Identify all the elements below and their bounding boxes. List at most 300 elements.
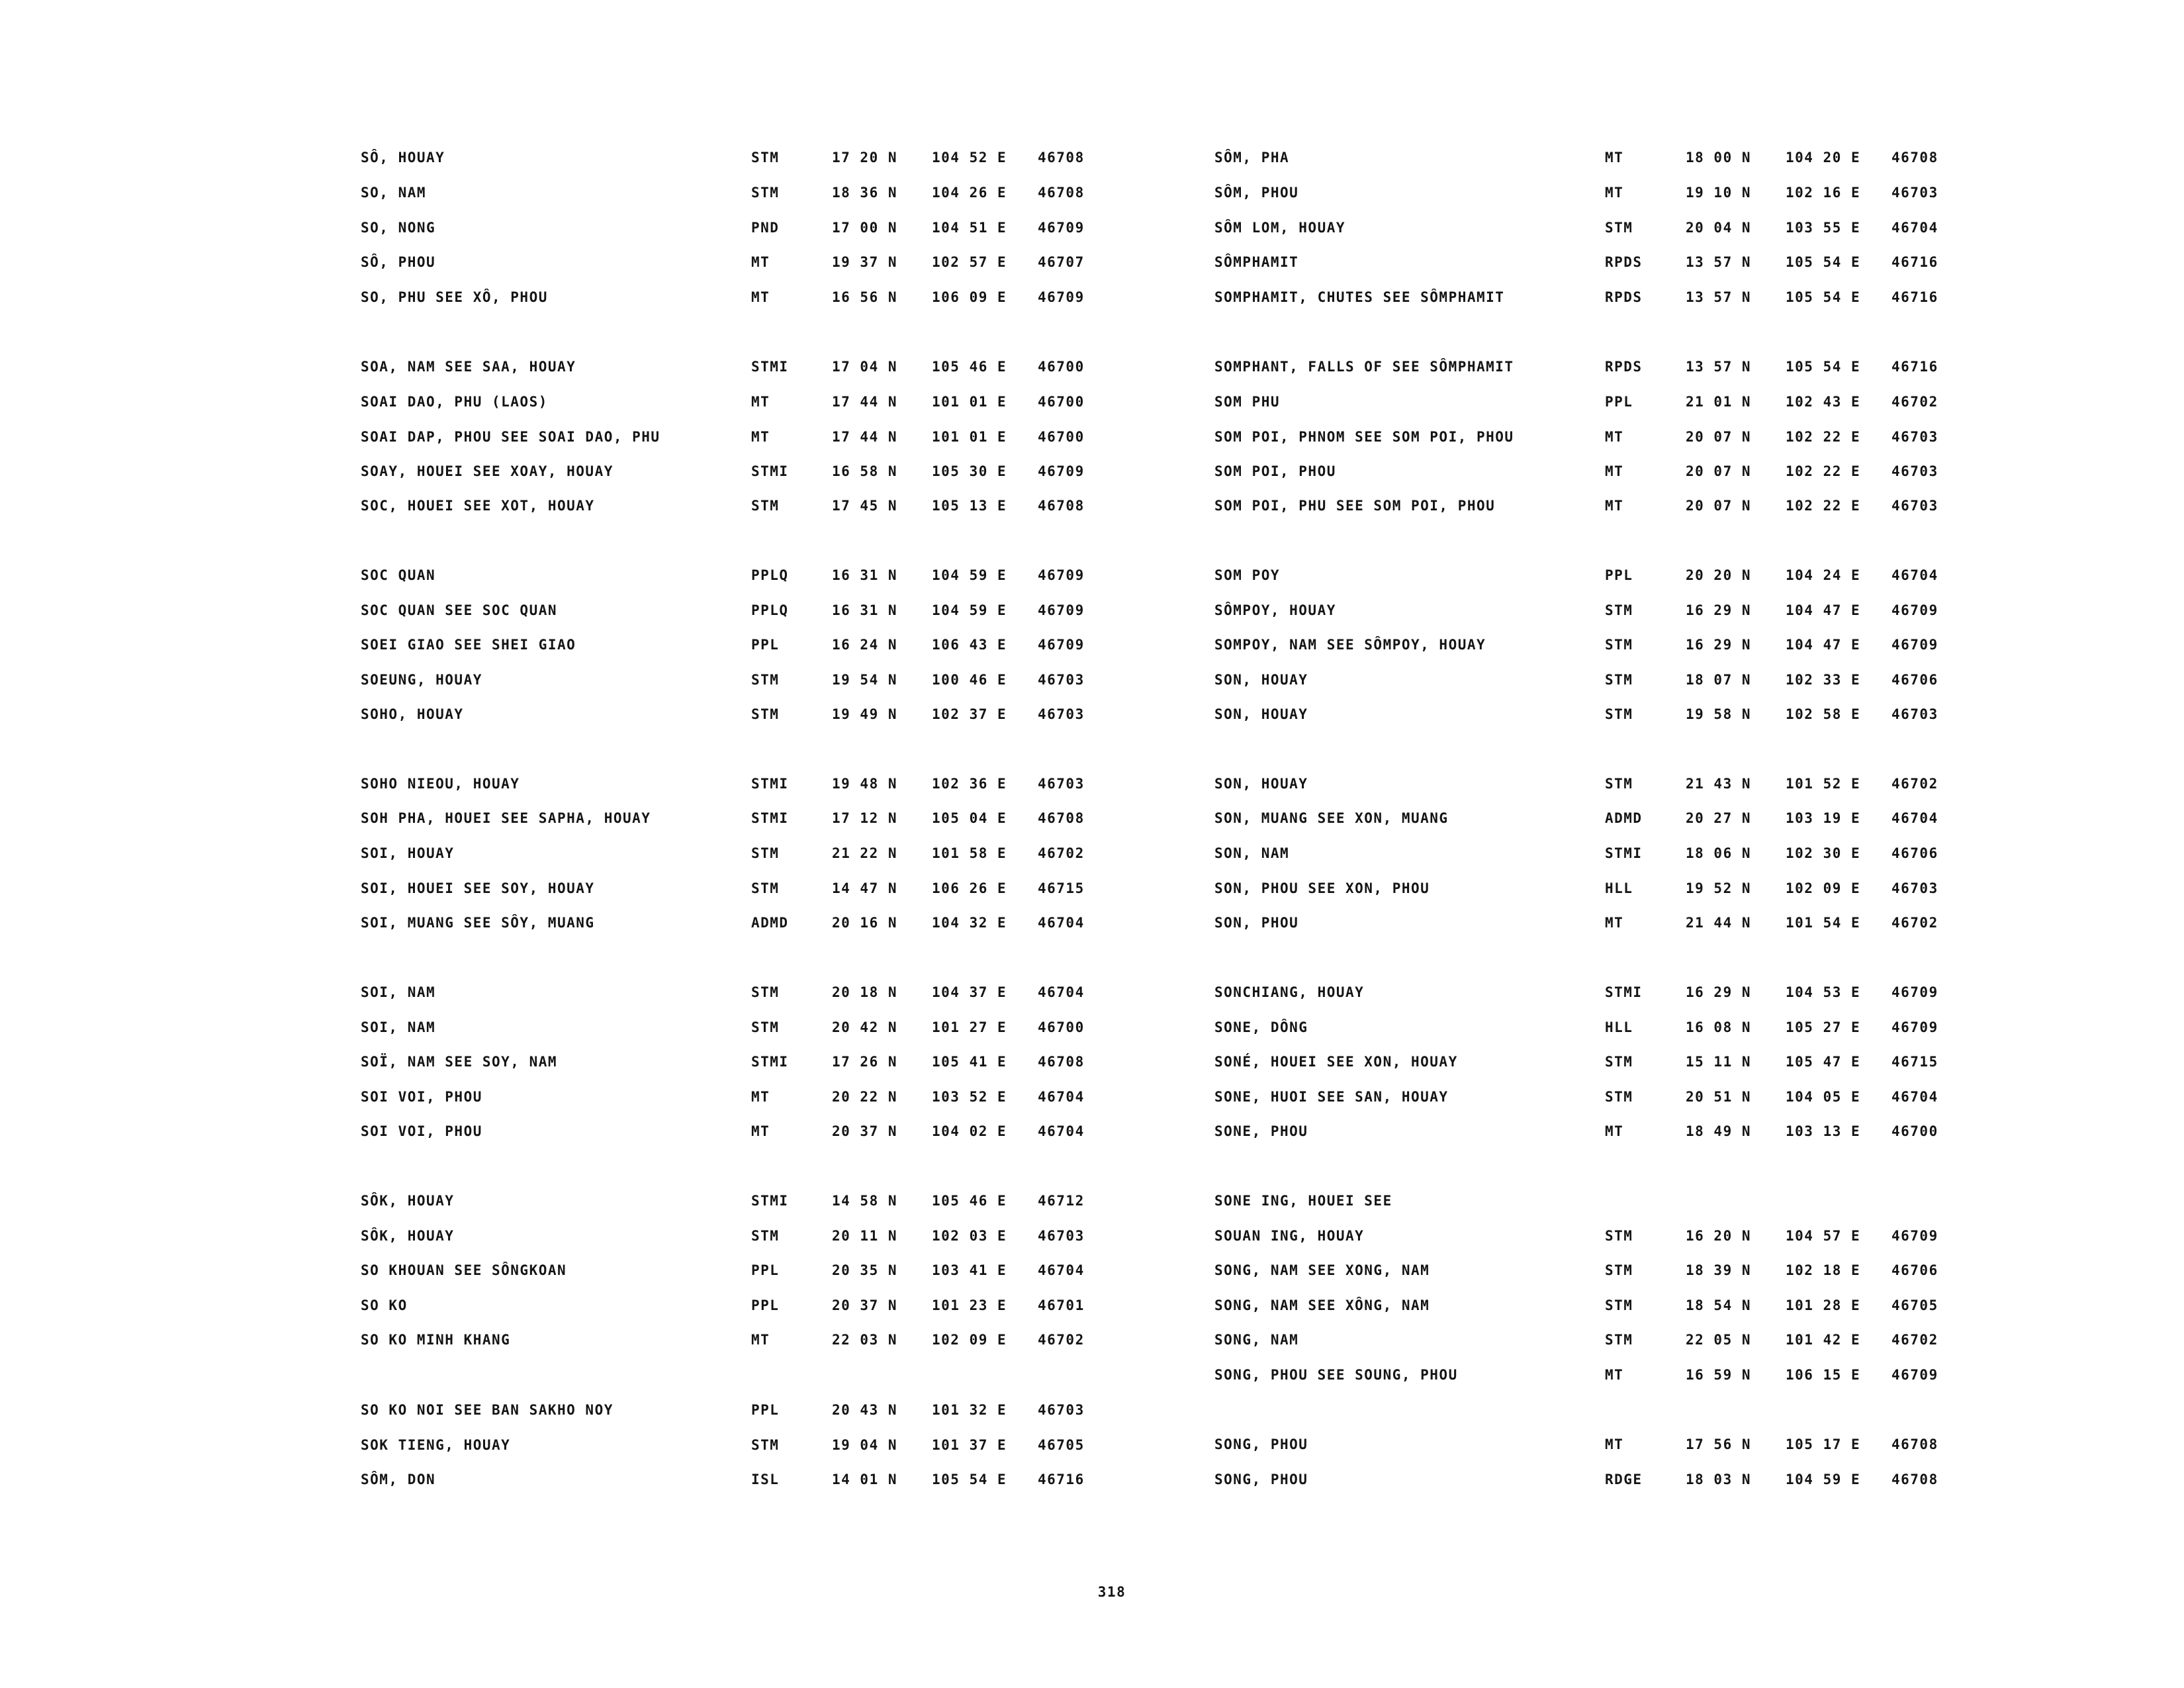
longitude: 101 58 E	[932, 845, 1007, 861]
gazetteer-entry	[361, 567, 1300, 594]
place-name: SONE, PHOU	[1214, 1123, 1308, 1139]
latitude: 18 00 N	[1686, 150, 1752, 165]
longitude: 105 54 E	[1786, 359, 1861, 375]
latitude: 16 58 N	[832, 463, 898, 479]
place-name: SOI, NAM	[361, 984, 436, 1000]
longitude: 102 37 E	[932, 706, 1007, 722]
gazetteer-entry	[361, 706, 1300, 733]
longitude: 102 43 E	[1786, 394, 1861, 410]
place-name: SOEI GIAO SEE SHEI GIAO	[361, 637, 576, 653]
latitude: 13 57 N	[1686, 254, 1752, 270]
gazetteer-entry	[1214, 1019, 2154, 1046]
place-name: SO KHOUAN SEE SÔNGKOAN	[361, 1262, 567, 1278]
gazetteer-entry	[1214, 289, 2154, 316]
longitude: 104 57 E	[1786, 1228, 1861, 1244]
longitude: 106 43 E	[932, 637, 1007, 653]
place-name: SONG, PHOU SEE SOUNG, PHOU	[1214, 1367, 1458, 1383]
latitude: 19 54 N	[832, 672, 898, 688]
longitude: 101 52 E	[1786, 776, 1861, 792]
longitude: 105 30 E	[932, 463, 1007, 479]
place-name: SON, HOUAY	[1214, 776, 1308, 792]
feature-code: STM	[1605, 220, 1633, 236]
latitude: 18 49 N	[1686, 1123, 1752, 1139]
gazetteer-entry	[1214, 810, 2154, 837]
latitude: 22 05 N	[1686, 1332, 1752, 1348]
feature-code: ADMD	[1605, 810, 1643, 826]
map-sheet: 46716	[1891, 359, 1938, 375]
map-sheet: 46702	[1891, 776, 1938, 792]
longitude: 103 55 E	[1786, 220, 1861, 236]
feature-code: STMI	[751, 810, 789, 826]
gazetteer-entry	[1214, 1054, 2154, 1080]
latitude: 17 20 N	[832, 150, 898, 165]
gazetteer-entry	[361, 254, 1300, 281]
map-sheet: 46702	[1891, 394, 1938, 410]
latitude: 18 39 N	[1686, 1262, 1752, 1278]
feature-code: RDGE	[1605, 1472, 1643, 1487]
place-name: SO KO	[361, 1297, 408, 1313]
latitude: 19 04 N	[832, 1437, 898, 1453]
map-sheet: 46704	[1891, 220, 1938, 236]
gazetteer-entry	[361, 463, 1300, 490]
longitude: 103 41 E	[932, 1262, 1007, 1278]
map-sheet: 46702	[1891, 915, 1938, 931]
gazetteer-entry	[361, 984, 1300, 1011]
place-name: SOEUNG, HOUAY	[361, 672, 482, 688]
longitude: 102 36 E	[932, 776, 1007, 792]
gazetteer-entry	[1214, 394, 2154, 420]
latitude: 14 58 N	[832, 1193, 898, 1209]
longitude: 102 22 E	[1786, 498, 1861, 514]
gazetteer-entry	[1214, 1228, 2154, 1254]
latitude: 20 37 N	[832, 1123, 898, 1139]
latitude: 17 00 N	[832, 220, 898, 236]
gazetteer-entry	[1214, 429, 2154, 455]
feature-code: STMI	[1605, 845, 1643, 861]
gazetteer-entry	[1214, 637, 2154, 663]
longitude: 104 47 E	[1786, 602, 1861, 618]
latitude: 20 16 N	[832, 915, 898, 931]
longitude: 105 46 E	[932, 359, 1007, 375]
longitude: 104 02 E	[932, 1123, 1007, 1139]
map-sheet: 46709	[1891, 637, 1938, 653]
place-name: SOM POI, PHOU	[1214, 463, 1336, 479]
latitude: 22 03 N	[832, 1332, 898, 1348]
feature-code: PPL	[751, 1297, 780, 1313]
latitude: 16 24 N	[832, 637, 898, 653]
latitude: 20 07 N	[1686, 429, 1752, 445]
place-name: SON, MUANG SEE XON, MUANG	[1214, 810, 1449, 826]
feature-code: MT	[1605, 915, 1624, 931]
map-sheet: 46704	[1038, 1089, 1085, 1105]
gazetteer-entry	[1214, 498, 2154, 524]
map-sheet: 46708	[1038, 810, 1085, 826]
latitude: 16 29 N	[1686, 602, 1752, 618]
place-name: SOÏ, NAM SEE SOY, NAM	[361, 1054, 558, 1070]
gazetteer-entry	[1214, 463, 2154, 490]
feature-code: RPDS	[1605, 289, 1643, 305]
map-sheet: 46709	[1038, 220, 1085, 236]
map-sheet: 46709	[1038, 602, 1085, 618]
gazetteer-entry	[1214, 880, 2154, 907]
gazetteer-entry	[1214, 1262, 2154, 1289]
map-sheet: 46709	[1891, 1367, 1938, 1383]
latitude: 13 57 N	[1686, 289, 1752, 305]
map-sheet: 46700	[1038, 1019, 1085, 1035]
gazetteer-entry	[1214, 1436, 2154, 1463]
map-sheet: 46704	[1891, 567, 1938, 583]
place-name: SÔMPHAMIT	[1214, 254, 1299, 270]
latitude: 13 57 N	[1686, 359, 1752, 375]
longitude: 102 33 E	[1786, 672, 1861, 688]
place-name: SÔ, PHOU	[361, 254, 436, 270]
place-name: SOI, MUANG SEE SÔY, MUANG	[361, 915, 595, 931]
longitude: 102 03 E	[932, 1228, 1007, 1244]
latitude: 18 36 N	[832, 185, 898, 201]
longitude: 103 19 E	[1786, 810, 1861, 826]
map-sheet: 46709	[1038, 567, 1085, 583]
longitude: 104 47 E	[1786, 637, 1861, 653]
feature-code: PPL	[751, 1262, 780, 1278]
place-name: SÔMPOY, HOUAY	[1214, 602, 1336, 618]
longitude: 105 04 E	[932, 810, 1007, 826]
gazetteer-entry	[361, 1089, 1300, 1115]
longitude: 104 24 E	[1786, 567, 1861, 583]
longitude: 106 26 E	[932, 880, 1007, 896]
gazetteer-entry	[1214, 185, 2154, 211]
gazetteer-entry	[1214, 1089, 2154, 1115]
longitude: 105 17 E	[1786, 1436, 1861, 1452]
map-sheet: 46700	[1891, 1123, 1938, 1139]
longitude: 101 42 E	[1786, 1332, 1861, 1348]
gazetteer-entry	[361, 1228, 1300, 1254]
map-sheet: 46700	[1038, 394, 1085, 410]
map-sheet: 46701	[1038, 1297, 1085, 1313]
feature-code: MT	[1605, 1123, 1624, 1139]
map-sheet: 46702	[1038, 1332, 1085, 1348]
place-name: SONCHIANG, HOUAY	[1214, 984, 1365, 1000]
gazetteer-entry	[1214, 567, 2154, 594]
gazetteer-entry	[1214, 706, 2154, 733]
feature-code: PPLQ	[751, 602, 789, 618]
latitude: 17 04 N	[832, 359, 898, 375]
gazetteer-entry	[361, 602, 1300, 629]
gazetteer-entry	[1214, 359, 2154, 385]
map-sheet: 46708	[1038, 185, 1085, 201]
gazetteer-entry	[361, 915, 1300, 941]
place-name: SOHO, HOUAY	[361, 706, 464, 722]
longitude: 104 37 E	[932, 984, 1007, 1000]
latitude: 21 44 N	[1686, 915, 1752, 931]
map-sheet: 46703	[1038, 1228, 1085, 1244]
place-name: SOI, NAM	[361, 1019, 436, 1035]
longitude: 101 27 E	[932, 1019, 1007, 1035]
latitude: 20 43 N	[832, 1402, 898, 1418]
map-sheet: 46703	[1038, 672, 1085, 688]
place-name: SON, PHOU SEE XON, PHOU	[1214, 880, 1430, 896]
place-name: SOC QUAN SEE SOC QUAN	[361, 602, 558, 618]
map-sheet: 46704	[1891, 810, 1938, 826]
latitude: 19 52 N	[1686, 880, 1752, 896]
longitude: 104 51 E	[932, 220, 1007, 236]
place-name: SOI VOI, PHOU	[361, 1123, 482, 1139]
gazetteer-entry	[361, 359, 1300, 385]
place-name: SON, PHOU	[1214, 915, 1299, 931]
gazetteer-entry	[1214, 1332, 2154, 1358]
longitude: 105 27 E	[1786, 1019, 1861, 1035]
longitude: 102 22 E	[1786, 429, 1861, 445]
gazetteer-entry	[361, 1297, 1300, 1324]
latitude: 15 11 N	[1686, 1054, 1752, 1070]
feature-code: STM	[751, 845, 780, 861]
place-name: SON, HOUAY	[1214, 706, 1308, 722]
map-sheet: 46702	[1038, 845, 1085, 861]
gazetteer-entry	[361, 220, 1300, 246]
latitude: 18 06 N	[1686, 845, 1752, 861]
gazetteer-entry	[361, 1402, 1300, 1429]
longitude: 102 30 E	[1786, 845, 1861, 861]
place-name: SONE, HUOI SEE SAN, HOUAY	[1214, 1089, 1449, 1105]
place-name: SOAI DAO, PHU (LAOS)	[361, 394, 548, 410]
place-name: SONG, NAM SEE XÔNG, NAM	[1214, 1297, 1430, 1313]
feature-code: PPL	[751, 637, 780, 653]
longitude: 105 54 E	[1786, 289, 1861, 305]
longitude: 104 52 E	[932, 150, 1007, 165]
map-sheet: 46704	[1891, 1089, 1938, 1105]
feature-code: STM	[1605, 706, 1633, 722]
feature-code: STMI	[751, 359, 789, 375]
feature-code: STM	[1605, 637, 1633, 653]
gazetteer-entry	[361, 185, 1300, 211]
place-name: SOH PHA, HOUEI SEE SAPHA, HOUAY	[361, 810, 651, 826]
place-name: SOMPHAMIT, CHUTES SEE SÔMPHAMIT	[1214, 289, 1505, 305]
map-sheet: 46709	[1891, 984, 1938, 1000]
longitude: 101 01 E	[932, 429, 1007, 445]
gazetteer-entry	[1214, 1193, 2154, 1219]
gazetteer-entry	[1214, 1472, 2154, 1498]
feature-code: MT	[1605, 1436, 1624, 1452]
longitude: 104 32 E	[932, 915, 1007, 931]
latitude: 16 31 N	[832, 567, 898, 583]
latitude: 16 29 N	[1686, 984, 1752, 1000]
latitude: 20 22 N	[832, 1089, 898, 1105]
gazetteer-entry	[361, 776, 1300, 802]
place-name: SÔM, PHA	[1214, 150, 1290, 165]
map-sheet: 46704	[1038, 1123, 1085, 1139]
place-name: SOM POI, PHU SEE SOM POI, PHOU	[1214, 498, 1496, 514]
gazetteer-entry	[361, 1123, 1300, 1150]
feature-code: STM	[1605, 1262, 1633, 1278]
place-name: SOC, HOUEI SEE XOT, HOUAY	[361, 498, 595, 514]
map-sheet: 46715	[1038, 880, 1085, 896]
longitude: 101 23 E	[932, 1297, 1007, 1313]
gazetteer-entry	[361, 1332, 1300, 1358]
longitude: 101 01 E	[932, 394, 1007, 410]
latitude: 20 20 N	[1686, 567, 1752, 583]
longitude: 102 58 E	[1786, 706, 1861, 722]
latitude: 20 11 N	[832, 1228, 898, 1244]
latitude: 16 59 N	[1686, 1367, 1752, 1383]
place-name: SO, PHU SEE XÔ, PHOU	[361, 289, 548, 305]
map-sheet: 46709	[1891, 1228, 1938, 1244]
map-sheet: 46705	[1038, 1437, 1085, 1453]
map-sheet: 46702	[1891, 1332, 1938, 1348]
feature-code: STMI	[751, 1193, 789, 1209]
map-sheet: 46703	[1891, 429, 1938, 445]
latitude: 20 37 N	[832, 1297, 898, 1313]
place-name: SONE ING, HOUEI SEE	[1214, 1193, 1392, 1209]
place-name: SOMPHANT, FALLS OF SEE SÔMPHAMIT	[1214, 359, 1514, 375]
feature-code: ISL	[751, 1472, 780, 1487]
longitude: 104 20 E	[1786, 150, 1861, 165]
gazetteer-entry	[361, 1472, 1300, 1498]
gazetteer-entry	[1214, 776, 2154, 802]
feature-code: STM	[751, 150, 780, 165]
feature-code: STM	[1605, 1332, 1633, 1348]
feature-code: PPLQ	[751, 567, 789, 583]
feature-code: STM	[751, 185, 780, 201]
place-name: SOA, NAM SEE SAA, HOUAY	[361, 359, 576, 375]
place-name: SOHO NIEOU, HOUAY	[361, 776, 520, 792]
gazetteer-entry	[1214, 220, 2154, 246]
feature-code: MT	[751, 254, 770, 270]
latitude: 16 29 N	[1686, 637, 1752, 653]
longitude: 102 09 E	[1786, 880, 1861, 896]
feature-code: STM	[1605, 672, 1633, 688]
map-sheet: 46708	[1891, 150, 1938, 165]
place-name: SOM POY	[1214, 567, 1281, 583]
place-name: SONE, DÔNG	[1214, 1019, 1308, 1035]
place-name: SON, HOUAY	[1214, 672, 1308, 688]
feature-code: RPDS	[1605, 359, 1643, 375]
place-name: SOM PHU	[1214, 394, 1281, 410]
map-sheet: 46712	[1038, 1193, 1085, 1209]
map-sheet: 46707	[1038, 254, 1085, 270]
longitude: 105 13 E	[932, 498, 1007, 514]
latitude: 17 12 N	[832, 810, 898, 826]
map-sheet: 46704	[1038, 915, 1085, 931]
place-name: SÔ, HOUAY	[361, 150, 445, 165]
longitude: 105 47 E	[1786, 1054, 1861, 1070]
place-name: SONG, PHOU	[1214, 1436, 1308, 1452]
place-name: SÔK, HOUAY	[361, 1193, 455, 1209]
gazetteer-entry	[361, 429, 1300, 455]
place-name: SOC QUAN	[361, 567, 436, 583]
place-name: SOAI DAP, PHOU SEE SOAI DAO, PHU	[361, 429, 660, 445]
feature-code: STM	[751, 984, 780, 1000]
latitude: 17 44 N	[832, 394, 898, 410]
place-name: SONÉ, HOUEI SEE XON, HOUAY	[1214, 1054, 1458, 1070]
map-sheet: 46703	[1038, 706, 1085, 722]
map-sheet: 46703	[1891, 880, 1938, 896]
map-sheet: 46708	[1038, 150, 1085, 165]
gazetteer-entry	[361, 394, 1300, 420]
gazetteer-entry	[361, 1262, 1300, 1289]
place-name: SOAY, HOUEI SEE XOAY, HOUAY	[361, 463, 614, 479]
place-name: SONG, NAM	[1214, 1332, 1299, 1348]
gazetteer-entry	[1214, 845, 2154, 872]
latitude: 20 07 N	[1686, 498, 1752, 514]
map-sheet: 46709	[1038, 637, 1085, 653]
gazetteer-entry	[361, 845, 1300, 872]
feature-code: STM	[751, 672, 780, 688]
gazetteer-entry	[1214, 672, 2154, 698]
latitude: 20 07 N	[1686, 463, 1752, 479]
place-name: SO KO MINH KHANG	[361, 1332, 511, 1348]
longitude: 105 46 E	[932, 1193, 1007, 1209]
longitude: 105 41 E	[932, 1054, 1007, 1070]
map-sheet: 46703	[1891, 185, 1938, 201]
feature-code: MT	[1605, 185, 1624, 201]
place-name: SO, NAM	[361, 185, 427, 201]
gazetteer-entry	[1214, 1297, 2154, 1324]
feature-code: MT	[751, 394, 770, 410]
feature-code: STMI	[751, 463, 789, 479]
longitude: 104 53 E	[1786, 984, 1861, 1000]
gazetteer-entry	[361, 880, 1300, 907]
feature-code: STM	[751, 1437, 780, 1453]
feature-code: HLL	[1605, 1019, 1633, 1035]
place-name: SO, NONG	[361, 220, 436, 236]
latitude: 16 56 N	[832, 289, 898, 305]
longitude: 102 22 E	[1786, 463, 1861, 479]
latitude: 14 01 N	[832, 1472, 898, 1487]
latitude: 18 03 N	[1686, 1472, 1752, 1487]
map-sheet: 46703	[1891, 498, 1938, 514]
map-sheet: 46700	[1038, 359, 1085, 375]
map-sheet: 46703	[1038, 776, 1085, 792]
latitude: 16 31 N	[832, 602, 898, 618]
gazetteer-entry	[361, 498, 1300, 524]
latitude: 19 10 N	[1686, 185, 1752, 201]
latitude: 16 20 N	[1686, 1228, 1752, 1244]
gazetteer-entry	[361, 150, 1300, 176]
place-name: SON, NAM	[1214, 845, 1290, 861]
place-name: SOM POI, PHNOM SEE SOM POI, PHOU	[1214, 429, 1514, 445]
longitude: 101 32 E	[932, 1402, 1007, 1418]
gazetteer-entry	[361, 289, 1300, 316]
place-name: SÔM, DON	[361, 1472, 436, 1487]
map-sheet: 46703	[1038, 1402, 1085, 1418]
map-sheet: 46709	[1891, 602, 1938, 618]
latitude: 17 56 N	[1686, 1436, 1752, 1452]
place-name: SÔM, PHOU	[1214, 185, 1299, 201]
map-sheet: 46716	[1038, 1472, 1085, 1487]
page-number: 318	[1097, 1584, 1126, 1600]
gazetteer-entry	[361, 810, 1300, 837]
place-name: SOI VOI, PHOU	[361, 1089, 482, 1105]
longitude: 102 09 E	[932, 1332, 1007, 1348]
longitude: 106 15 E	[1786, 1367, 1861, 1383]
feature-code: MT	[751, 1123, 770, 1139]
map-sheet: 46709	[1038, 289, 1085, 305]
feature-code: HLL	[1605, 880, 1633, 896]
map-sheet: 46700	[1038, 429, 1085, 445]
feature-code: STM	[1605, 1297, 1633, 1313]
latitude: 19 48 N	[832, 776, 898, 792]
latitude: 20 18 N	[832, 984, 898, 1000]
place-name: SOI, HOUEI SEE SOY, HOUAY	[361, 880, 595, 896]
longitude: 105 54 E	[1786, 254, 1861, 270]
map-sheet: 46708	[1038, 1054, 1085, 1070]
map-sheet: 46708	[1891, 1472, 1938, 1487]
gazetteer-entry	[361, 1054, 1300, 1080]
place-name: SOUAN ING, HOUAY	[1214, 1228, 1365, 1244]
map-sheet: 46716	[1891, 289, 1938, 305]
gazetteer-entry	[1214, 150, 2154, 176]
feature-code: STM	[1605, 1054, 1633, 1070]
map-sheet: 46708	[1038, 498, 1085, 514]
